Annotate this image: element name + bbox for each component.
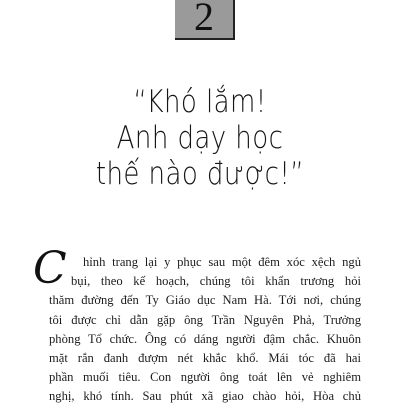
body-line-1: hỉnh trang lại y phục sau một đêm xóc xệch ngủ	[83, 255, 361, 269]
body-line-3: thăm đường đến Ty Giáo dục Nam Hà. Tới nơi, chúng	[49, 293, 361, 308]
chapter-number: 2	[194, 0, 214, 39]
chapter-title-line-2: Anh dạy học	[116, 120, 284, 156]
body-line-6: mặt rắn đanh đượm nét khắc khổ. Mái tóc đã hai	[49, 351, 361, 366]
body-line-4: tôi được chỉ dẫn gặp ông Trần Nguyên Phả, Trưởng	[49, 312, 361, 327]
drop-cap: C	[33, 243, 67, 294]
chapter-title	[32, 84, 368, 192]
chapter-number-box	[175, 0, 235, 40]
body-line-7: phần muối tiêu. Con người ông toát lên vẻ nghiêm	[49, 370, 361, 385]
chapter-title-line-1: “Khó lắm!	[133, 84, 267, 120]
body-line-2: bụi, theo kế hoạch, chúng tôi khẩn trương hỏi	[71, 274, 361, 289]
body-paragraph	[33, 243, 361, 407]
body-line-5: phòng Tổ chức. Ông có dáng người đậm chắc. Khuôn	[49, 331, 361, 346]
body-line-8: nghị, khó tính. Sau phút xã giao chào hỏi, Hòa chủ	[49, 389, 361, 404]
chapter-title-line-3: thế nào được!”	[95, 156, 305, 192]
